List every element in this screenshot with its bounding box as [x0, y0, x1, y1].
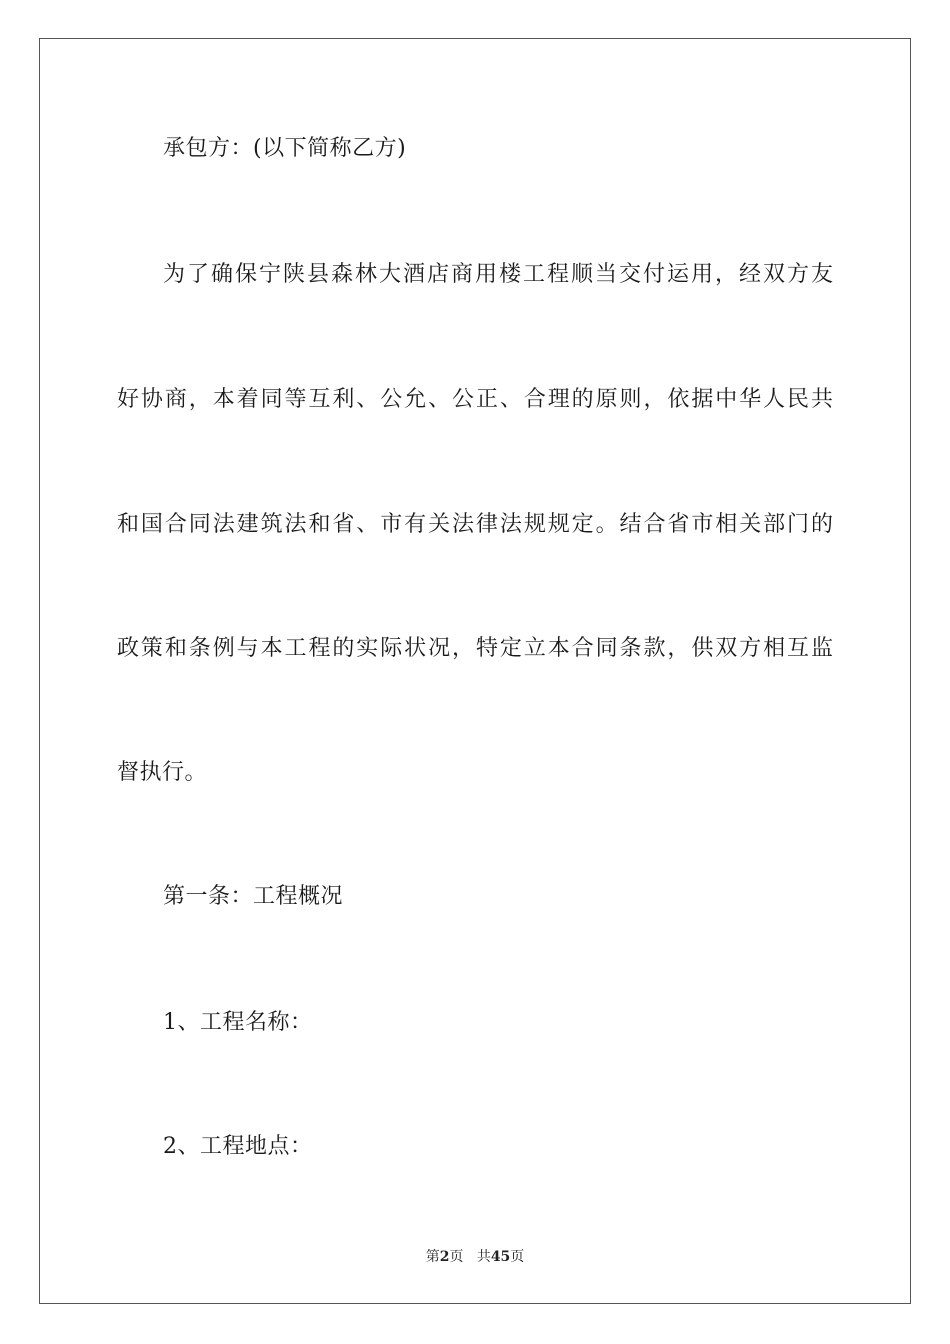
footer-total-prefix: 共 [476, 1249, 491, 1265]
project-location-item: 2、工程地点： [163, 1134, 313, 1159]
project-name-item: 1、工程名称： [163, 1010, 313, 1035]
contractor-line: 承包方：(以下简称乙方) [163, 136, 407, 161]
paragraph-line-4: 政策和条例与本工程的实际状况，特定立本合同条款，供双方相互监 [117, 636, 833, 661]
footer-page-number: 2 [439, 1249, 450, 1265]
paragraph-line-1: 为了确保宁陕县森林大酒店商用楼工程顺当交付运用，经双方友 [163, 262, 833, 287]
page-footer [0, 1248, 950, 1266]
footer-total-suffix: 页 [510, 1249, 525, 1265]
paragraph-line-3: 和国合同法建筑法和省、市有关法律法规规定。结合省市相关部门的 [117, 512, 833, 537]
footer-page-prefix: 第 [425, 1249, 440, 1265]
footer-page-suffix: 页 [449, 1249, 464, 1265]
footer-total-pages: 45 [490, 1249, 511, 1265]
paragraph-line-2: 好协商，本着同等互利、公允、公正、合理的原则，依据中华人民共 [117, 387, 833, 412]
paragraph-line-5: 督执行。 [117, 760, 208, 785]
section-heading: 第一条：工程概况 [163, 884, 344, 909]
page-border [39, 38, 911, 1304]
